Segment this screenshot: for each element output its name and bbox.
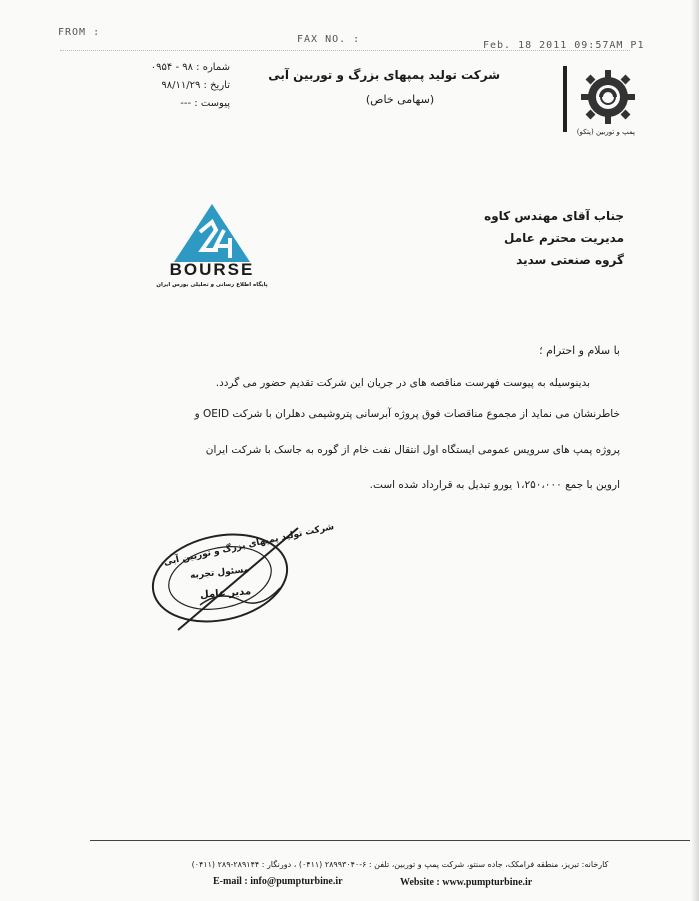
letter-number-value: ۹۸ - ۰۹۵۴ [150, 62, 193, 73]
footer-website: Website : www.pumpturbine.ir [400, 877, 533, 888]
bourse-tagline: پایگاه اطلاع رسانی و تحلیلی بورس ایران [156, 282, 268, 288]
footer-address: کارخانه: تبریز، منطقه فرامکک، جاده سنتو، شرکت پمپ و توربین، تلفن : ۶-۲۸۹۹۳۰۴۰ (۰۴۱۱) ، دورنگار : ۲۸۹۱۴۴-۲۸۹ (۰۴۱۱) [191, 860, 609, 869]
letter-number-label: شماره : [196, 62, 230, 73]
greeting: با سلام و احترام ؛ [539, 344, 620, 357]
fax-header-divider [60, 50, 630, 51]
fax-number: FAX NO. : [297, 34, 361, 45]
letter-date [140, 80, 230, 91]
company-logo [563, 66, 643, 140]
company-name: شرکت تولید پمپهای بزرگ و توربین آبی [268, 68, 500, 82]
fax-from: FROM : [58, 27, 101, 38]
letter-attachment-label: پیوست : [194, 98, 230, 109]
body-line-1: بدینوسیله به پیوست فهرست مناقصه های در جریان این شرکت تقدیم حضور می گردد. [215, 377, 590, 389]
body-line-4: اروین با جمع ۱،۲۵۰،۰۰۰ یورو تبدیل به قرارداد شده است. [369, 479, 620, 491]
addressee-block [400, 205, 624, 271]
bourse-watermark-logo [152, 202, 270, 298]
company-type: (سهامی خاص) [365, 93, 435, 106]
addressee-line-1: جناب آقای مهندس کاوه [484, 209, 624, 223]
logo-vertical-bar [563, 66, 567, 132]
stamp-line-text: مسئول تجربه [189, 564, 250, 582]
stamp-center-text: مدیر عامل [199, 586, 252, 601]
body-line-2: خاطرنشان می نماید از مجموع مناقصات فوق پروژه آبرسانی پتروشیمی دهلران با شرکت OEID و [194, 408, 620, 420]
stamp-ring-text: شرکت تولید پمپهای بزرگ و توربین آبی [162, 522, 335, 568]
footer-divider [90, 840, 690, 841]
bourse-triangle-icon [172, 202, 252, 264]
gear-logo-icon [581, 70, 635, 124]
letter-date-label: تاریخ : [203, 80, 230, 91]
footer-email: E-mail : info@pumpturbine.ir [213, 876, 343, 887]
scan-edge-shadow [691, 0, 699, 901]
bourse-brand-text: BOURSE [169, 260, 255, 279]
body-line-3: پروژه پمپ های سرویس عمومی ایستگاه اول انتقال نفت خام از گوره به جاسک با شرکت ایران [205, 444, 620, 456]
addressee-line-2: مدیریت محترم عامل [504, 231, 624, 245]
letter-date-value: ۹۸/۱۱/۲۹ [161, 80, 201, 91]
logo-caption: پمپ و توربین (پتکو) [576, 128, 635, 136]
letter-attachment [140, 98, 230, 109]
letter-attachment-value: --- [180, 98, 192, 109]
letter-number [140, 62, 230, 73]
fax-date-time: Feb. 18 2011 09:57AM P1 [483, 40, 645, 51]
addressee-line-3: گروه صنعتی سدید [516, 253, 624, 267]
company-stamp [140, 520, 335, 640]
